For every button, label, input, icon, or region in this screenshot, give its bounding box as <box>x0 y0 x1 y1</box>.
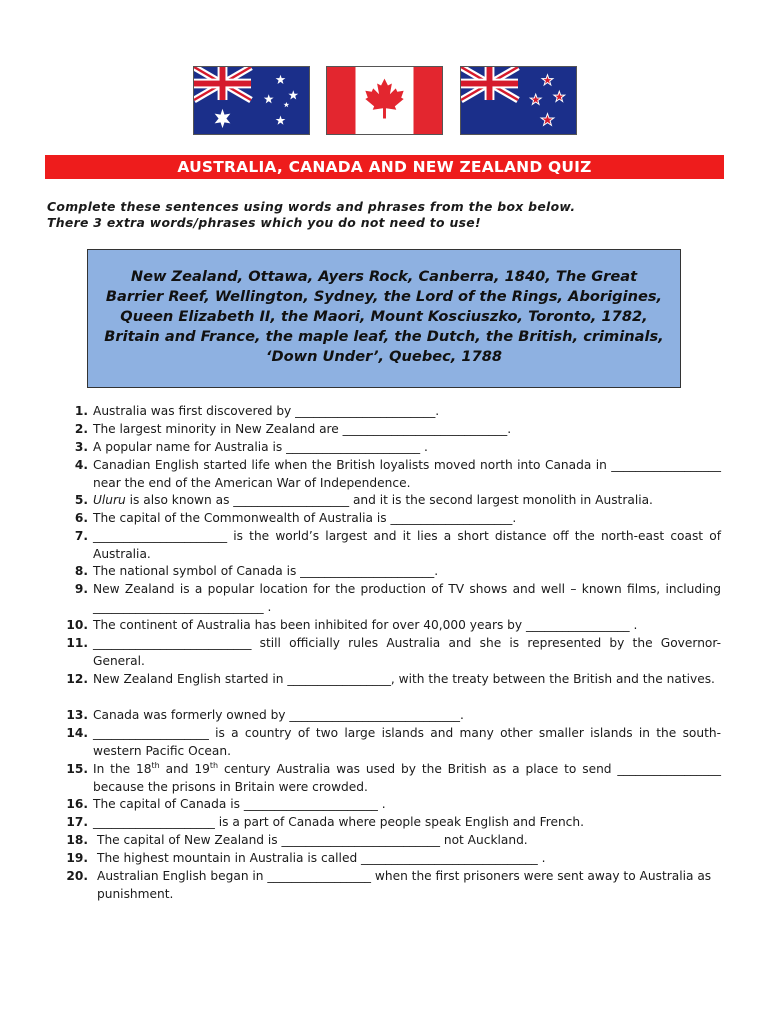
question-text: Canadian English started life when the British loyalists moved north into Canada in __________________ near the end of the American War of Independence. <box>93 458 721 490</box>
question-text: The capital of Canada is ______________________ . <box>93 797 386 811</box>
question-number: 5. <box>74 493 88 507</box>
question-number: 9. <box>74 582 88 596</box>
question-number: 6. <box>74 511 88 525</box>
question-number: 7. <box>74 529 88 543</box>
question-number: 15. <box>66 762 88 776</box>
question-number: 13. <box>66 708 88 722</box>
flags-row <box>0 66 768 136</box>
question-number: 14. <box>66 726 88 740</box>
question-text: A popular name for Australia is ______________________ . <box>93 440 428 454</box>
question-text: __________________________ still officially rules Australia and she is represented by the Governor-General. <box>93 636 721 668</box>
question-text: The national symbol of Canada is ______________________. <box>93 564 439 578</box>
question-text: Australian English began in _________________ when the first prisoners were sent away to Australia as punishment. <box>97 869 712 901</box>
question-number: 12. <box>66 672 88 686</box>
question-number: 17. <box>66 815 88 829</box>
question-text: Australia was first discovered by _______________________. <box>93 404 440 418</box>
question-text-part: century Australia was used by the British as a place to send _________________ because the prisons in Britain were crowded. <box>93 762 721 794</box>
instructions-line-2: There 3 extra words/phrases which you do not need to use! <box>47 215 481 230</box>
question-text: Canada was formerly owned by ____________________________. <box>93 708 464 722</box>
question-text: The capital of the Commonwealth of Australia is ____________________. <box>93 511 517 525</box>
new-zealand-flag-icon <box>460 66 577 135</box>
question-text-part: and 19 <box>159 762 210 776</box>
question-number: 19. <box>66 851 88 865</box>
question-number: 10. <box>66 618 88 632</box>
instructions-line-1: Complete these sentences using words and phrases from the box below. <box>47 199 576 214</box>
question-number: 11. <box>66 636 88 650</box>
australia-flag-icon <box>193 66 310 135</box>
uluru-italic: Uluru <box>93 493 126 507</box>
question-number: 4. <box>74 458 88 472</box>
ordinal-suffix: th <box>151 760 160 770</box>
question-number: 2. <box>74 422 88 436</box>
question-text-part: In the 18 <box>93 762 152 776</box>
question-text: The capital of New Zealand is __________________________ not Auckland. <box>97 833 528 847</box>
instructions <box>47 199 737 231</box>
question-text-rest: is also known as ___________________ and it is the second largest monolith in Australia. <box>125 493 653 507</box>
question-text: ______________________ is the world’s largest and it lies a short distance off the north-east coast of Australia. <box>93 529 721 561</box>
question-text: ___________________ is a country of two large islands and many other smaller islands in the south-western Pacific Ocean. <box>93 726 721 758</box>
word-box-text: New Zealand, Ottawa, Ayers Rock, Canberra, 1840, The Great Barrier Reef, Wellington, Sydney, the Lord of the Rings, Aborigines, Queen Elizabeth II, the Maori, Mount Kosciuszko, Toronto, 1782, Britain and France, the maple leaf, the Dutch, the British, criminals, ‘Down Under’, Quebec, 1788 <box>104 268 664 365</box>
question-number: 3. <box>74 440 88 454</box>
question-text: The continent of Australia has been inhibited for over 40,000 years by _________________ . <box>93 618 638 632</box>
canada-flag-icon <box>326 66 443 135</box>
word-box <box>87 249 681 388</box>
question-text <box>93 760 721 796</box>
question-number: 1. <box>74 404 88 418</box>
question-text: The largest minority in New Zealand are ___________________________. <box>93 422 512 436</box>
question-text: ____________________ is a part of Canada where people speak English and French. <box>93 815 584 829</box>
quiz-title-banner: AUSTRALIA, CANADA AND NEW ZEALAND QUIZ <box>45 155 724 179</box>
question-number: 18. <box>66 833 88 847</box>
ordinal-suffix: th <box>209 760 219 770</box>
question-number: 20. <box>66 869 88 883</box>
question-text <box>93 491 721 509</box>
question-number: 8. <box>74 564 88 578</box>
question-text: The highest mountain in Australia is called _____________________________ . <box>97 851 546 865</box>
question-text: New Zealand is a popular location for the production of TV shows and well – known films, including ____________________________ . <box>93 582 721 614</box>
question-text: New Zealand English started in _________________, with the treaty between the British and the natives. <box>93 672 715 686</box>
question-number: 16. <box>66 797 88 811</box>
